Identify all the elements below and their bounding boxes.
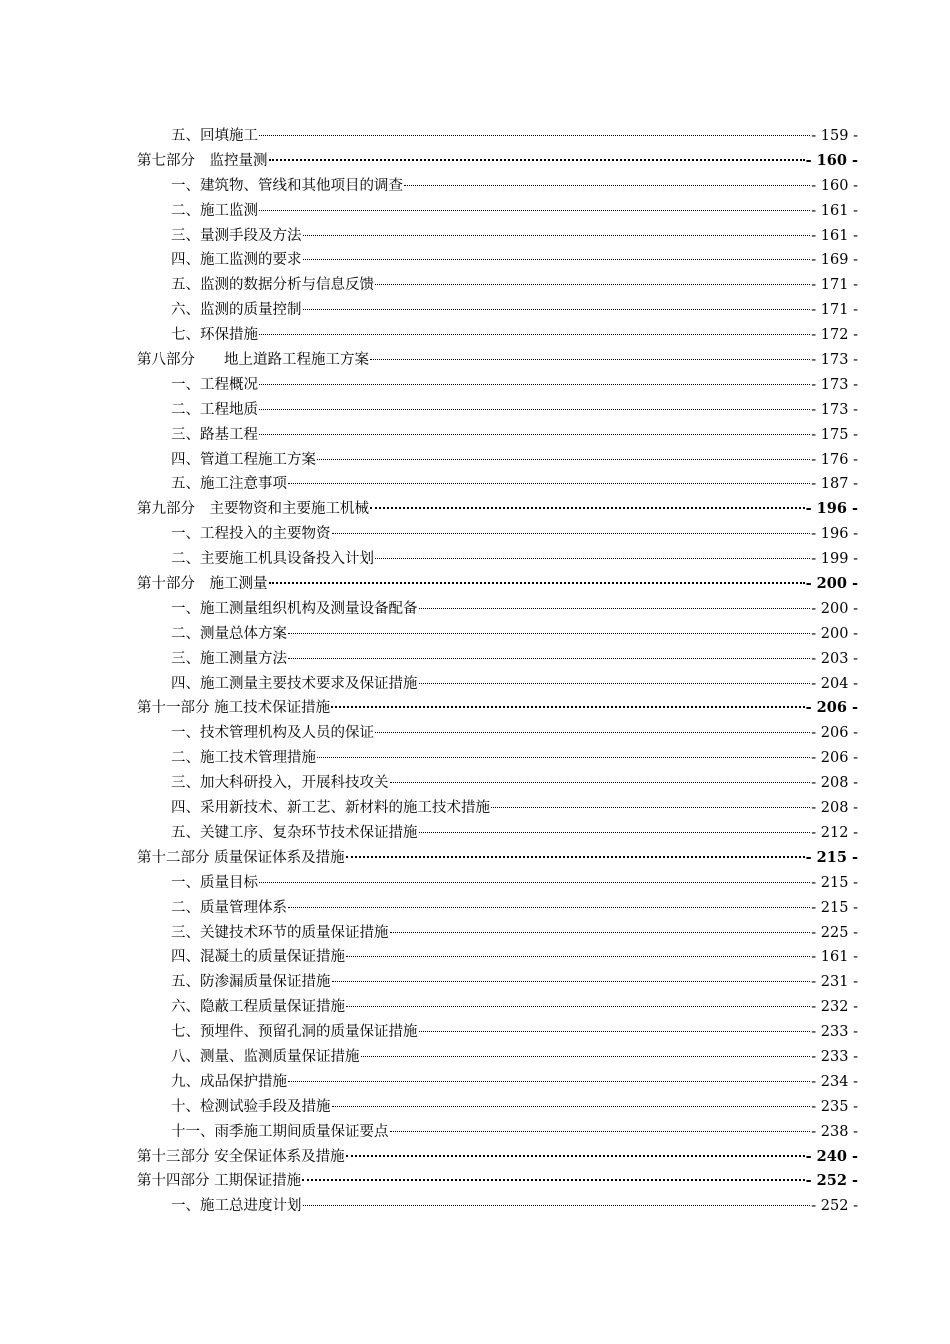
toc-entry[interactable]: [137, 547, 858, 572]
toc-page-number: - 160 -: [811, 177, 858, 194]
toc-entry-title: 第七部分 监控量测: [137, 152, 268, 169]
toc-page-number: - 161 -: [811, 227, 858, 244]
toc-page-number: - 232 -: [811, 999, 858, 1016]
toc-entry[interactable]: [137, 174, 858, 199]
toc-entry[interactable]: [137, 647, 858, 672]
toc-dot-leader: [370, 359, 810, 360]
toc-page-number: - 203 -: [811, 650, 858, 667]
toc-dot-leader: [288, 633, 810, 634]
toc-entry-title: 二、施工监测: [171, 202, 258, 219]
toc-entry[interactable]: [137, 373, 858, 398]
toc-entry-title: 六、监测的质量控制: [171, 302, 302, 319]
toc-dot-leader: [346, 1006, 810, 1007]
toc-page-number: - 225 -: [811, 924, 858, 941]
toc-page-number: - 172 -: [811, 327, 858, 344]
toc-entry-title: 二、质量管理体系: [171, 899, 287, 916]
toc-page-number: - 206 -: [805, 699, 858, 717]
toc-page-number: - 238 -: [811, 1123, 858, 1140]
toc-entry-title: 三、施工测量方法: [171, 650, 287, 667]
toc-entry[interactable]: [137, 1120, 858, 1145]
toc-entry-title: 五、施工注意事项: [171, 476, 287, 493]
toc-entry-title: 二、测量总体方案: [171, 625, 287, 642]
toc-page-number: - 234 -: [811, 1073, 858, 1090]
toc-entry-title: 二、工程地质: [171, 401, 258, 418]
toc-entry-title: 四、施工监测的要求: [171, 252, 302, 269]
toc-section-entry[interactable]: [137, 348, 858, 373]
toc-entry[interactable]: [137, 622, 858, 647]
toc-dot-leader: [302, 1179, 804, 1181]
toc-entry[interactable]: [137, 248, 858, 273]
toc-page-number: - 208 -: [811, 775, 858, 792]
toc-dot-leader: [259, 409, 810, 410]
toc-page-number: - 206 -: [811, 750, 858, 767]
toc-page-number: - 160 -: [805, 151, 858, 169]
toc-dot-leader: [303, 259, 811, 260]
toc-dot-leader: [259, 384, 810, 385]
toc-page-number: - 215 -: [811, 899, 858, 916]
toc-page-number: - 176 -: [811, 451, 858, 468]
toc-entry-title: 四、采用新技术、新工艺、新材料的施工技术措施: [171, 800, 490, 817]
toc-entry-title: 四、混凝土的质量保证措施: [171, 949, 345, 966]
toc-entry-title: 一、技术管理机构及人员的保证: [171, 725, 374, 742]
toc-entry[interactable]: [137, 672, 858, 697]
toc-dot-leader: [303, 235, 811, 236]
toc-entry-title: 三、关键技术环节的质量保证措施: [171, 924, 389, 941]
toc-dot-leader: [259, 882, 810, 883]
toc-dot-leader: [419, 608, 811, 609]
toc-entry-title: 二、施工技术管理措施: [171, 750, 316, 767]
toc-dot-leader: [419, 1031, 811, 1032]
toc-entry[interactable]: [137, 273, 858, 298]
toc-entry[interactable]: [137, 995, 858, 1020]
toc-entry[interactable]: [137, 921, 858, 946]
toc-entry[interactable]: [137, 721, 858, 746]
toc-dot-leader: [390, 932, 811, 933]
toc-dot-leader: [419, 683, 811, 684]
toc-dot-leader: [332, 533, 811, 534]
toc-entry-title: 五、关键工序、复杂环节技术保证措施: [171, 824, 418, 841]
toc-dot-leader: [390, 1131, 811, 1132]
toc-dot-leader: [375, 558, 810, 559]
toc-page-number: - 233 -: [811, 1048, 858, 1065]
toc-section-entry[interactable]: [137, 1145, 858, 1170]
toc-section-entry[interactable]: [137, 846, 858, 871]
toc-entry-title: 六、隐蔽工程质量保证措施: [171, 999, 345, 1016]
toc-entry[interactable]: [137, 398, 858, 423]
toc-dot-leader: [288, 658, 810, 659]
toc-section-entry[interactable]: [137, 696, 858, 721]
toc-entry-title: 一、建筑物、管线和其他项目的调查: [171, 177, 403, 194]
toc-page-number: - 215 -: [811, 874, 858, 891]
toc-page-number: - 206 -: [811, 725, 858, 742]
toc-entry[interactable]: [137, 970, 858, 995]
toc-page-number: - 175 -: [811, 426, 858, 443]
toc-entry-title: 五、回填施工: [171, 128, 258, 144]
toc-dot-leader: [370, 507, 805, 509]
toc-entry-title: 七、环保措施: [171, 327, 258, 344]
toc-entry[interactable]: [137, 871, 858, 896]
toc-entry-title: 一、工程概况: [171, 376, 258, 393]
toc-entry[interactable]: [137, 522, 858, 547]
toc-entry-title: 三、路基工程: [171, 426, 258, 443]
toc-page-number: - 173 -: [811, 352, 858, 369]
toc-entry[interactable]: [137, 298, 858, 323]
toc-page-number: - 200 -: [811, 625, 858, 642]
toc-page-number: - 169 -: [811, 252, 858, 269]
toc-page-number: - 204 -: [811, 675, 858, 692]
toc-dot-leader: [346, 856, 805, 858]
toc-entry-title: 四、管道工程施工方案: [171, 451, 316, 468]
toc-dot-leader: [259, 434, 810, 435]
toc-entry[interactable]: [137, 1045, 858, 1070]
toc-page-number: - 161 -: [811, 202, 858, 219]
toc-dot-leader: [390, 782, 811, 783]
toc-dot-leader: [375, 732, 810, 733]
toc-entry-title: 第十三部分 安全保证体系及措施: [137, 1148, 345, 1165]
toc-page-number: - 171 -: [811, 302, 858, 319]
toc-entry[interactable]: [137, 472, 858, 497]
toc-dot-leader: [404, 185, 810, 186]
toc-page-number: - 233 -: [811, 1024, 858, 1041]
toc-dot-leader: [288, 907, 810, 908]
toc-section-entry[interactable]: [137, 149, 858, 174]
toc-entry-title: 二、主要施工机具设备投入计划: [171, 551, 374, 568]
toc-entry-title: 八、测量、监测质量保证措施: [171, 1048, 360, 1065]
toc-entry-title: 五、监测的数据分析与信息反馈: [171, 277, 374, 294]
toc-dot-leader: [332, 1106, 811, 1107]
toc-entry[interactable]: [137, 746, 858, 771]
toc-page-number: - 171 -: [811, 277, 858, 294]
toc-dot-leader: [317, 757, 810, 758]
toc-entry[interactable]: [137, 945, 858, 970]
toc-page-number: - 161 -: [811, 949, 858, 966]
toc-page-number: - 196 -: [805, 500, 858, 518]
toc-entry[interactable]: [137, 124, 858, 149]
toc-entry-title: 第八部分 地上道路工程施工方案: [137, 352, 369, 369]
toc-entry-title: 九、成品保护措施: [171, 1073, 287, 1090]
toc-entry[interactable]: [137, 1095, 858, 1120]
toc-dot-leader: [288, 1081, 810, 1082]
toc-page-number: - 173 -: [811, 376, 858, 393]
toc-entry-title: 五、防渗漏质量保证措施: [171, 974, 331, 991]
toc-entry-title: 一、施工测量组织机构及测量设备配备: [171, 600, 418, 617]
toc-page-number: - 212 -: [811, 824, 858, 841]
toc-page-number: - 215 -: [805, 848, 858, 866]
toc-page-number: - 240 -: [805, 1147, 858, 1165]
toc-page-number: - 200 -: [805, 575, 858, 593]
toc-entry-title: 一、工程投入的主要物资: [171, 526, 331, 543]
toc-page-number: - 159 -: [811, 128, 858, 144]
toc-entry-title: 三、加大科研投入，开展科技攻关: [171, 775, 389, 792]
toc-page-number: - 187 -: [811, 476, 858, 493]
toc-entry[interactable]: [137, 199, 858, 224]
toc-dot-leader: [288, 483, 810, 484]
toc-dot-leader: [491, 807, 810, 808]
toc-dot-leader: [269, 159, 805, 161]
toc-entry-title: 第十二部分 质量保证体系及措施: [137, 849, 345, 866]
toc-entry-title: 十一、雨季施工期间质量保证要点: [171, 1123, 389, 1140]
toc-entry[interactable]: [137, 323, 858, 348]
toc-dot-leader: [346, 1155, 805, 1157]
toc-page-number: - 252 -: [805, 1172, 858, 1190]
toc-dot-leader: [259, 334, 810, 335]
toc-entry[interactable]: [137, 1020, 858, 1045]
toc-entry-title: 第十部分 施工测量: [137, 576, 268, 593]
toc-dot-leader: [332, 981, 811, 982]
toc-entry-title: 第九部分 主要物资和主要施工机械: [137, 501, 369, 518]
toc-entry-title: 十、检测试验手段及措施: [171, 1098, 331, 1115]
toc-entry[interactable]: [137, 796, 858, 821]
toc-section-entry[interactable]: [137, 497, 858, 522]
toc-dot-leader: [419, 832, 811, 833]
toc-entry-title: 第十四部分 工期保证措施: [137, 1173, 302, 1190]
toc-dot-leader: [317, 459, 810, 460]
toc-entry[interactable]: [137, 448, 858, 473]
toc-page-number: - 200 -: [811, 600, 858, 617]
toc-page-number: - 196 -: [811, 526, 858, 543]
toc-entry[interactable]: [137, 1070, 858, 1095]
toc-entry-title: 四、施工测量主要技术要求及保证措施: [171, 675, 418, 692]
toc-entry[interactable]: [137, 821, 858, 846]
toc-entry[interactable]: [137, 597, 858, 622]
toc-dot-leader: [331, 706, 804, 708]
toc-entry[interactable]: [137, 1194, 858, 1219]
toc-page-number: - 208 -: [811, 800, 858, 817]
toc-entry[interactable]: [137, 423, 858, 448]
toc-dot-leader: [361, 1056, 811, 1057]
toc-dot-leader: [303, 1205, 811, 1206]
toc-entry-title: 一、施工总进度计划: [171, 1198, 302, 1215]
toc-entry[interactable]: [137, 896, 858, 921]
toc-page-number: - 235 -: [811, 1098, 858, 1115]
toc-page-number: - 252 -: [811, 1198, 858, 1215]
toc-dot-leader: [259, 135, 810, 136]
toc-page-number: - 173 -: [811, 401, 858, 418]
toc-entry-title: 三、量测手段及方法: [171, 227, 302, 244]
toc-entry-title: 一、质量目标: [171, 874, 258, 891]
toc-entry-title: 七、预埋件、预留孔洞的质量保证措施: [171, 1024, 418, 1041]
toc-dot-leader: [375, 284, 810, 285]
toc-dot-leader: [346, 956, 810, 957]
toc-dot-leader: [269, 582, 805, 584]
toc-dot-leader: [303, 309, 811, 310]
toc-entry[interactable]: [137, 224, 858, 249]
table-of-contents: [137, 124, 858, 1219]
toc-dot-leader: [259, 210, 810, 211]
toc-page-number: - 231 -: [811, 974, 858, 991]
toc-section-entry[interactable]: [137, 572, 858, 597]
toc-page-number: - 199 -: [811, 551, 858, 568]
toc-entry-title: 第十一部分 施工技术保证措施: [137, 700, 331, 717]
toc-section-entry[interactable]: [137, 1169, 858, 1194]
toc-entry[interactable]: [137, 771, 858, 796]
